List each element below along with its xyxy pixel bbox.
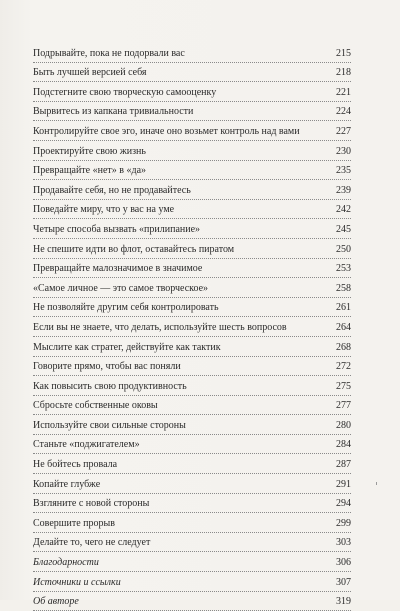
toc-entry — [33, 533, 351, 553]
toc-entry-title: Взгляните с новой стороны — [33, 498, 150, 510]
toc-entry — [33, 239, 351, 259]
toc-entry-title: Превращайте малозначимое в значимое — [33, 263, 203, 275]
table-of-contents — [33, 43, 351, 611]
toc-entry-page: 242 — [336, 204, 351, 216]
toc-entry — [33, 454, 351, 474]
toc-entry-page: 258 — [336, 282, 351, 294]
toc-entry-page: 287 — [336, 459, 351, 471]
toc-entry-page: 277 — [336, 400, 351, 412]
toc-entry-title: Станьте «поджигателем» — [33, 439, 140, 451]
toc-entry-page: 245 — [336, 223, 351, 235]
toc-entry — [33, 337, 351, 357]
toc-entry — [33, 161, 351, 181]
toc-entry — [33, 141, 351, 161]
toc-entry — [33, 435, 351, 455]
toc-entry-page: 319 — [336, 596, 351, 608]
toc-entry — [33, 278, 351, 298]
toc-entry-page: 307 — [336, 576, 351, 588]
toc-entry-about-author — [33, 592, 351, 611]
toc-entry-page: 280 — [336, 419, 351, 431]
toc-entry — [33, 317, 351, 337]
toc-entry-page: 218 — [336, 67, 351, 79]
toc-entry-title: Как повысить свою продуктивность — [33, 380, 187, 392]
toc-entry-title: Если вы не знаете, что делать, используйте шесть вопросов — [33, 321, 287, 333]
toc-entry-page: 275 — [336, 380, 351, 392]
toc-entry — [33, 180, 351, 200]
toc-entry-page: 253 — [336, 263, 351, 275]
toc-entry-title: Подрывайте, пока не подорвали вас — [33, 47, 185, 59]
toc-entry-title: Мыслите как стратег, действуйте как тактик — [33, 341, 221, 353]
toc-entry-title: Поведайте миру, что у вас на уме — [33, 204, 175, 216]
toc-entry-title: Быть лучшей версией себя — [33, 67, 147, 79]
toc-entry — [33, 415, 351, 435]
toc-entry-page: 272 — [336, 361, 351, 373]
toc-entry — [33, 121, 351, 141]
toc-entry — [33, 259, 351, 279]
toc-entry-title: Используйте свои сильные стороны — [33, 419, 186, 431]
toc-entry-title: Не позволяйте другим себя контролировать — [33, 302, 219, 314]
toc-entry — [33, 82, 351, 102]
toc-entry-title: Не бойтесь провала — [33, 459, 118, 471]
toc-entry — [33, 43, 351, 63]
toc-entry — [33, 376, 351, 396]
toc-entry-title: Подстегните свою творческую самооценку — [33, 86, 217, 98]
toc-entry — [33, 513, 351, 533]
toc-entry-sources — [33, 572, 351, 592]
toc-entry — [33, 63, 351, 83]
toc-entry-page: 268 — [336, 341, 351, 353]
toc-entry-title: Делайте то, чего не следует — [33, 537, 151, 549]
toc-entry-title: Об авторе — [33, 596, 79, 608]
toc-entry-title: Совершите прорыв — [33, 517, 115, 529]
toc-entry — [33, 474, 351, 494]
toc-entry-page: 294 — [336, 498, 351, 510]
margin-speck — [376, 482, 377, 485]
toc-entry-acknowledgements — [33, 552, 351, 572]
toc-entry-page: 235 — [336, 165, 351, 177]
toc-entry — [33, 200, 351, 220]
toc-entry-title: Копайте глубже — [33, 478, 101, 490]
toc-entry-title: «Самое личное — это самое творческое» — [33, 282, 209, 294]
toc-entry — [33, 396, 351, 416]
toc-entry-title: Четыре способа вызвать «прилипание» — [33, 223, 201, 235]
toc-entry — [33, 357, 351, 377]
toc-entry-page: 306 — [336, 557, 351, 569]
toc-entry — [33, 298, 351, 318]
toc-entry-page: 230 — [336, 145, 351, 157]
toc-entry-title: Продавайте себя, но не продавайтесь — [33, 184, 191, 196]
toc-entry-page: 303 — [336, 537, 351, 549]
toc-entry — [33, 494, 351, 514]
toc-entry-title: Проектируйте свою жизнь — [33, 145, 146, 157]
toc-entry-title: Сбросьте собственные оковы — [33, 400, 158, 412]
toc-entry-page: 221 — [336, 86, 351, 98]
toc-entry-title: Источники и ссылки — [33, 576, 121, 588]
toc-entry-title: Контролируйте свое эго, иначе оно возьмет контроль над вами — [33, 125, 300, 137]
toc-entry — [33, 219, 351, 239]
toc-entry-page: 261 — [336, 302, 351, 314]
toc-entry-title: Вырвитесь из капкана тривиальности — [33, 106, 194, 118]
toc-entry-title: Говорите прямо, чтобы вас поняли — [33, 361, 181, 373]
toc-entry-page: 284 — [336, 439, 351, 451]
toc-entry-page: 227 — [336, 125, 351, 137]
toc-entry-page: 299 — [336, 517, 351, 529]
toc-entry-title: Благодарности — [33, 557, 99, 569]
toc-entry-page: 291 — [336, 478, 351, 490]
toc-entry-title: Превращайте «нет» в «да» — [33, 165, 147, 177]
toc-entry-page: 224 — [336, 106, 351, 118]
toc-entry — [33, 102, 351, 122]
toc-entry-page: 250 — [336, 243, 351, 255]
toc-entry-page: 239 — [336, 184, 351, 196]
toc-entry-page: 215 — [336, 47, 351, 59]
toc-entry-title: Не спешите идти во флот, оставайтесь пиратом — [33, 243, 235, 255]
toc-entry-page: 264 — [336, 321, 351, 333]
